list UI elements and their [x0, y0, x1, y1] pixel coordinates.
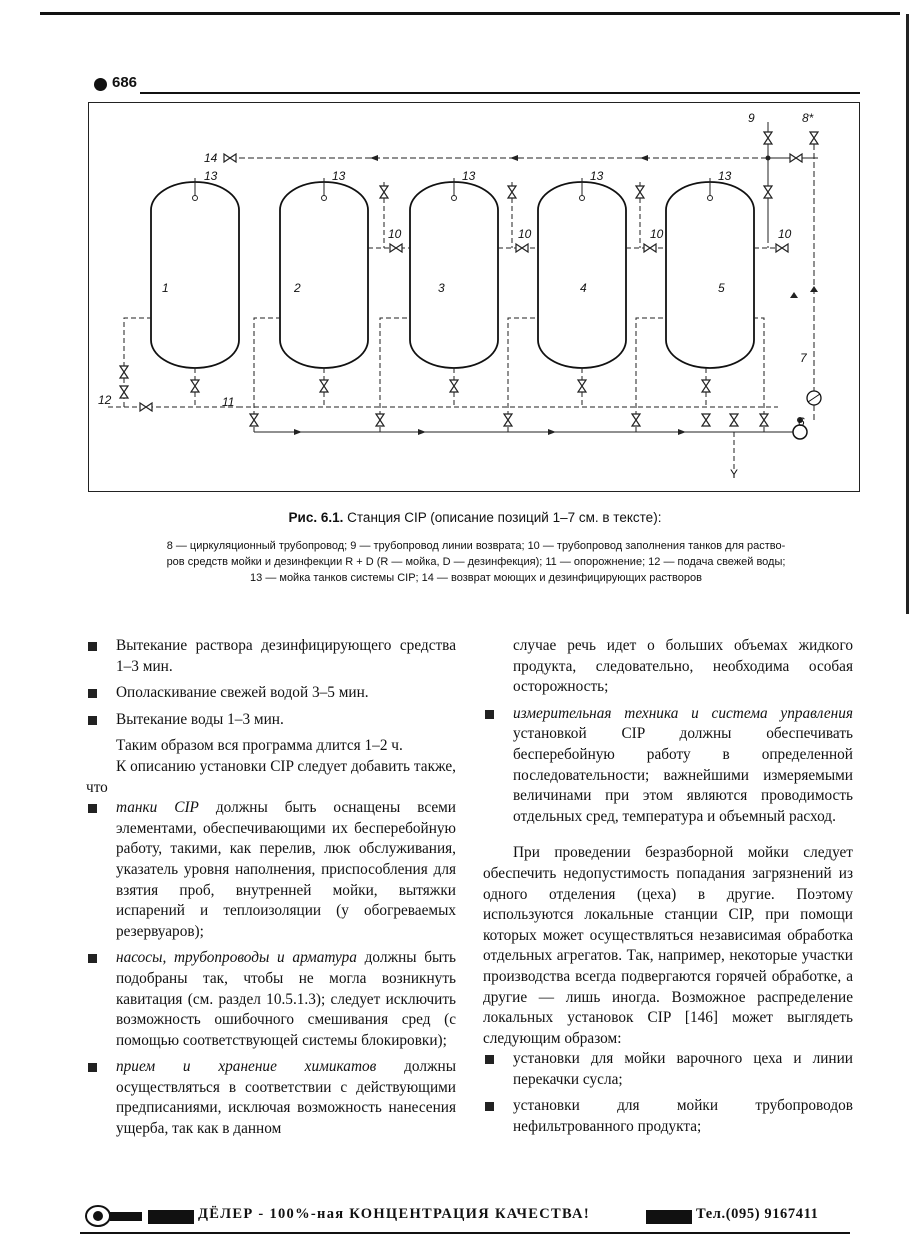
left-column — [86, 636, 456, 1146]
header-rule — [140, 92, 860, 94]
label-pos2: 2 — [294, 281, 301, 295]
page-number: 686 — [112, 74, 138, 91]
label-pos11: 11 — [222, 395, 235, 409]
paragraph: Таким образом вся программа длится 1–2 ч. — [116, 737, 403, 755]
label-pos14: 14 — [204, 151, 218, 165]
footer-block — [148, 1210, 194, 1224]
label-pos13-b: 13 — [332, 169, 346, 183]
footer-rule — [80, 1232, 850, 1234]
top-border-line — [40, 12, 900, 15]
label-pos8: 8* — [802, 111, 814, 125]
bullet-icon — [88, 689, 97, 698]
label-pos10-b: 10 — [518, 227, 532, 241]
label-pos10-c: 10 — [650, 227, 664, 241]
bullet-icon — [485, 710, 494, 719]
label-pos9: 9 — [748, 111, 755, 125]
list-item: танки CIP должны быть оснащены всеми элементами, обеспечивающими их бесперебойную работу, такими, как перелив, люк обслуживания, указатель уровня наполнения, приспособления для взятия проб, внутренней мойки, вытяжки испарений и теплоизоляции (у обогреваемых резервуаров); — [86, 798, 456, 942]
list-item: прием и хранение химикатов должны осуществляться в соответствии с действующими предписаниями, исключая возможность нанесения ущерба, так как в данном — [86, 1057, 456, 1139]
list-item: установки для мойки варочного цеха и линии перекачки сусла; — [483, 1049, 853, 1090]
bullet-icon — [88, 642, 97, 651]
label-pos5: 5 — [718, 281, 725, 295]
legend-line-1: 8 — циркуляционный трубопровод; 9 — трубопровод линии возврата; 10 — трубопровод заполнения танков для раство- — [166, 540, 786, 552]
label-pos6: 6 — [798, 415, 805, 429]
list-item: Вытекание раствора дезинфицирующего средства 1–3 мин. — [86, 636, 456, 677]
footer-phone: Тел.(095) 9167411 — [696, 1206, 819, 1222]
label-pos1: 1 — [162, 281, 169, 295]
right-column — [483, 636, 853, 1144]
legend-line-3: 13 — мойка танков системы CIP; 14 — возврат моющих и дезинфицирующих растворов — [250, 572, 702, 584]
list-item: Вытекание воды 1–3 мин. — [86, 710, 456, 731]
caption-text: Станция CIP (описание позиций 1–7 см. в тексте): — [347, 510, 662, 525]
publisher-logo-icon — [84, 1204, 144, 1228]
page-marker-icon — [94, 78, 107, 91]
paragraph: При проведении безразборной мойки следует обеспечить недопустимость попадания загрязнений из одного отделения (цеха) в другие. Поэтому используются локальные станции CIP, при помощи которых может осуществляться независимая обработка отдельных агрегатов. Так, например, некоторые участки производства всегда подвергаются горячей обработке, а другие — лишь иногда. Возможное распределение локальных установок CIP [146] может выглядеть следующим образом: — [483, 844, 853, 1047]
figure-caption — [90, 510, 860, 525]
footer-block — [646, 1210, 692, 1224]
caption-label: Рис. 6.1. — [288, 510, 344, 525]
legend-line-2: ров средств мойки и дезинфекции R + D (R — мойка, D — дезинфекция); 11 — опорожнение; 12 — подача свежей воды; — [166, 556, 786, 568]
label-pos10-d: 10 — [778, 227, 792, 241]
bullet-icon — [88, 716, 97, 725]
label-pos3: 3 — [438, 281, 445, 295]
label-pos13-c: 13 — [462, 169, 476, 183]
label-drain: Y — [730, 467, 739, 481]
bullet-icon — [485, 1102, 494, 1111]
figure-legend — [88, 538, 864, 586]
bullet-icon — [88, 954, 97, 963]
list-item: насосы, трубопроводы и арматура должны быть подобраны так, чтобы не могла возникнуть кавитация (см. раздел 10.5.1.3); следует исключить возможность ошибочного смешивания сред (с помощью соответствующей системы блокировки); — [86, 948, 456, 1051]
label-pos12: 12 — [98, 393, 112, 407]
label-pos13-d: 13 — [590, 169, 604, 183]
tank-1 — [151, 182, 239, 368]
tank-4 — [538, 182, 626, 368]
list-item: Ополаскивание свежей водой 3–5 мин. — [86, 683, 456, 704]
label-pos10-a: 10 — [388, 227, 402, 241]
label-pos7: 7 — [800, 351, 807, 365]
list-item: измерительная техника и система управления установкой CIP должны обеспечивать бесперебойную работу в определенной последовательности; важнейшими измеряемыми величинами при этом являются проводимость отдельных сред, температура и объемный расход. — [483, 704, 853, 828]
bullet-icon — [88, 1063, 97, 1072]
scan-edge-bar — [906, 14, 909, 614]
paragraph: К описанию установки CIP следует добавить также, что — [86, 757, 456, 796]
continued-text: случае речь идет о больших объемах жидкого продукта, следовательно, необходима особая осторожность; — [513, 637, 853, 696]
tank-5 — [666, 182, 754, 368]
label-pos13-a: 13 — [204, 169, 218, 183]
cip-station-diagram — [88, 102, 860, 492]
label-pos13-e: 13 — [718, 169, 732, 183]
bullet-icon — [485, 1055, 494, 1064]
tank-3 — [410, 182, 498, 368]
tank-2 — [280, 182, 368, 368]
list-item: установки для мойки трубопроводов нефильтрованного продукта; — [483, 1096, 853, 1137]
bullet-icon — [88, 804, 97, 813]
label-pos4: 4 — [580, 281, 587, 295]
footer-slogan: ДЁЛЕР - 100%-ная КОНЦЕНТРАЦИЯ КАЧЕСТВА! — [198, 1206, 590, 1222]
